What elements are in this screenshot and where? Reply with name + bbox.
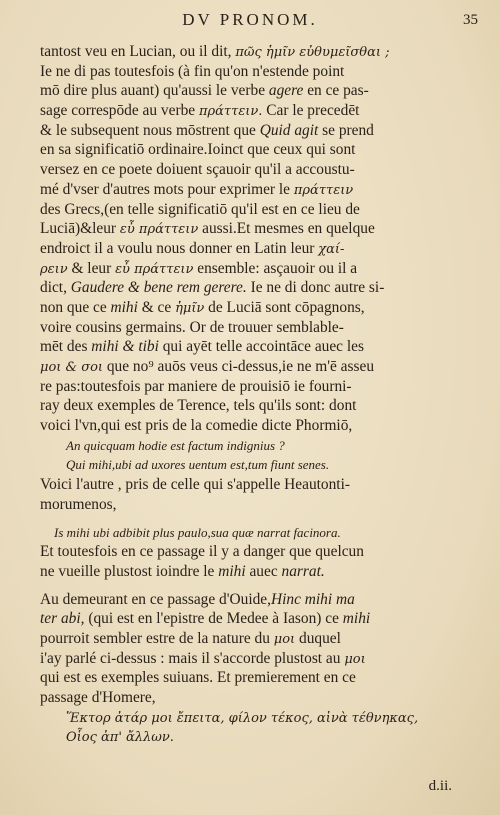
- text-run: narrat.: [281, 562, 325, 580]
- text-run: tantost veu en Lucian, ou il dit,: [40, 43, 236, 60]
- text-line: [40, 609, 468, 629]
- text-line: [40, 278, 468, 298]
- text-run: εὖ πράττειν: [115, 261, 194, 277]
- text-line: [40, 140, 468, 160]
- text-line: [40, 542, 468, 562]
- text-run: & le subsequent nous mōstrent que: [40, 121, 260, 139]
- text-run: Ie ne di pas toutesfois (à fin qu'on n'estende point: [40, 62, 345, 80]
- text-line: [40, 160, 468, 180]
- text-run: aussi.Et mesmes en quelque: [198, 220, 375, 238]
- text-run: endroict il a voulu nous donner en Latin leur: [40, 239, 319, 257]
- running-title: DV PRONOM.: [182, 10, 318, 29]
- text-run: en ce pas-: [303, 82, 369, 100]
- text-line: [40, 727, 468, 747]
- text-line: [40, 515, 468, 523]
- text-run: i'ay parlé ci-dessus : mais il s'accorde plustost au: [40, 649, 345, 667]
- text-run: mihi & tibi: [91, 338, 159, 356]
- text-run: Au demeurant en ce passage d'Ouide,: [40, 590, 271, 608]
- text-run: Οἷος ἀπ' ἄλλων.: [66, 730, 174, 746]
- text-run: duquel: [295, 629, 341, 647]
- text-run: An quicquam hodie est factum indignius ?: [66, 437, 285, 453]
- text-line: [40, 688, 468, 708]
- text-run: versez en ce poete doiuent sçauoir qu'il a accoustu-: [40, 161, 355, 179]
- text-line: [40, 475, 468, 495]
- text-line: [40, 629, 468, 649]
- text-run: sage correspōde au verbe: [40, 102, 199, 120]
- text-run: que no⁹ auōs veus ci-dessus,ie ne m'ē asseu: [103, 358, 375, 375]
- text-run: mō dire plus auant) qu'aussi le verbe: [40, 82, 269, 100]
- text-line: [40, 495, 468, 515]
- text-line: [40, 219, 468, 239]
- text-line: [40, 42, 468, 62]
- text-run: Et toutesfois en ce passage il y a danger que quelcun: [40, 543, 364, 561]
- text-run: ensemble: asçauoir ou il a: [193, 259, 358, 277]
- text-run: Ἕκτορ ἀτάρ μοι ἔπειτα, φίλον τέκος, αἰνὰ τέθνηκας,: [66, 710, 419, 726]
- text-line: [40, 455, 468, 475]
- text-line: [40, 180, 468, 200]
- text-line: [40, 582, 468, 590]
- text-line: [40, 523, 468, 543]
- text-line: [40, 668, 468, 688]
- text-run: (qui est en l'epistre de Medee à Iason) ce: [84, 610, 343, 628]
- text-run: & leur: [67, 259, 116, 277]
- text-run: mēt des: [40, 338, 92, 356]
- text-run: morumenos,: [40, 495, 117, 513]
- page-header: [0, 4, 500, 36]
- text-run: non que ce: [40, 298, 111, 316]
- text-line: [40, 337, 468, 357]
- text-run: μοι: [344, 651, 366, 667]
- page-number: 35: [463, 12, 478, 28]
- text-line: [40, 101, 468, 121]
- text-run: Gaudere & bene rem gerere.: [70, 279, 247, 297]
- text-run: mihi: [342, 610, 371, 628]
- text-line: [40, 298, 468, 318]
- text-run: mihi: [218, 562, 246, 580]
- text-run: Qui mihi,ubi ad uxores uentum est,tum fiunt senes.: [66, 457, 330, 473]
- text-line: [40, 708, 468, 728]
- text-run: Hinc mihi ma: [270, 590, 355, 608]
- text-run: πῶς ἡμῖν εὐθυμεῖσθαι ;: [235, 45, 390, 60]
- text-line: [40, 396, 468, 416]
- text-run: se prend: [318, 121, 374, 139]
- text-run: Car le precedēt: [262, 102, 360, 120]
- text-line: [40, 121, 468, 141]
- text-run: εὖ πράττειν: [119, 222, 199, 238]
- text-run: passage d'Homere,: [40, 689, 156, 706]
- text-run: μοι & σοι: [40, 360, 104, 375]
- text-run: en sa significatiō ordinaire.Ioinct que ceux qui sont: [40, 141, 356, 159]
- text-run: Luciā)&leur: [40, 220, 120, 238]
- text-line: [40, 259, 468, 279]
- text-run: qui ayēt telle accointāce auec les: [158, 338, 364, 356]
- text-run: ἡμῖν: [175, 300, 205, 316]
- text-run: pourroit sembler estre de la nature du: [40, 629, 274, 647]
- text-line: [40, 357, 468, 377]
- text-run: dict,: [40, 279, 71, 297]
- text-line: [40, 200, 468, 220]
- text-run: re pas:toutesfois par maniere de prouisiō ie fourni-: [40, 377, 352, 395]
- text-run: μοι: [273, 631, 296, 647]
- text-line: [40, 562, 468, 582]
- text-run: πράττειν: [293, 182, 354, 198]
- text-run: & ce: [137, 298, 176, 316]
- text-run: Is mihi ubi adbibit plus paulo,sua quæ narrat facinora.: [54, 524, 341, 540]
- text-line: [40, 590, 468, 610]
- text-run: voici l'vn,qui est pris de la comedie dicte Phormiō,: [40, 417, 353, 435]
- text-run: ne vueille plustost ioindre le: [40, 562, 219, 580]
- text-run: χαί-: [318, 241, 345, 257]
- text-run: πράττειν.: [198, 104, 263, 120]
- text-run: agere: [268, 82, 304, 100]
- text-run: qui est es exemples suiuans. Et premierement en ce: [40, 669, 356, 687]
- text-run: ray deux exemples de Terence, tels qu'ils sont: dont: [40, 397, 357, 415]
- text-run: ρειν: [40, 261, 68, 277]
- text-line: [40, 649, 468, 669]
- text-line: [40, 416, 468, 436]
- text-line: [40, 436, 468, 456]
- text-run: Quid agit: [259, 121, 319, 139]
- text-run: Ie ne di donc autre si-: [246, 279, 385, 297]
- text-line: [40, 318, 468, 338]
- text-line: [40, 62, 468, 82]
- text-line: [40, 239, 468, 259]
- text-run: ter abi,: [40, 610, 85, 628]
- text-run: mé d'vser d'autres mots pour exprimer le: [40, 180, 294, 198]
- text-run: mihi: [110, 298, 138, 316]
- signature-mark: d.ii.: [428, 778, 452, 794]
- text-run: voire cousins germains. Or de trouuer semblable-: [40, 318, 344, 336]
- body-text: [40, 42, 468, 747]
- text-run: Voici l'autre , pris de celle qui s'appelle Heautonti-: [40, 476, 350, 494]
- text-run: des Grecs,(en telle significatiō qu'il est en ce lieu de: [40, 200, 360, 218]
- text-line: [40, 377, 468, 397]
- text-line: [40, 81, 468, 101]
- text-run: de Luciā sont cōpagnons,: [204, 298, 365, 316]
- text-run: auec: [245, 562, 282, 580]
